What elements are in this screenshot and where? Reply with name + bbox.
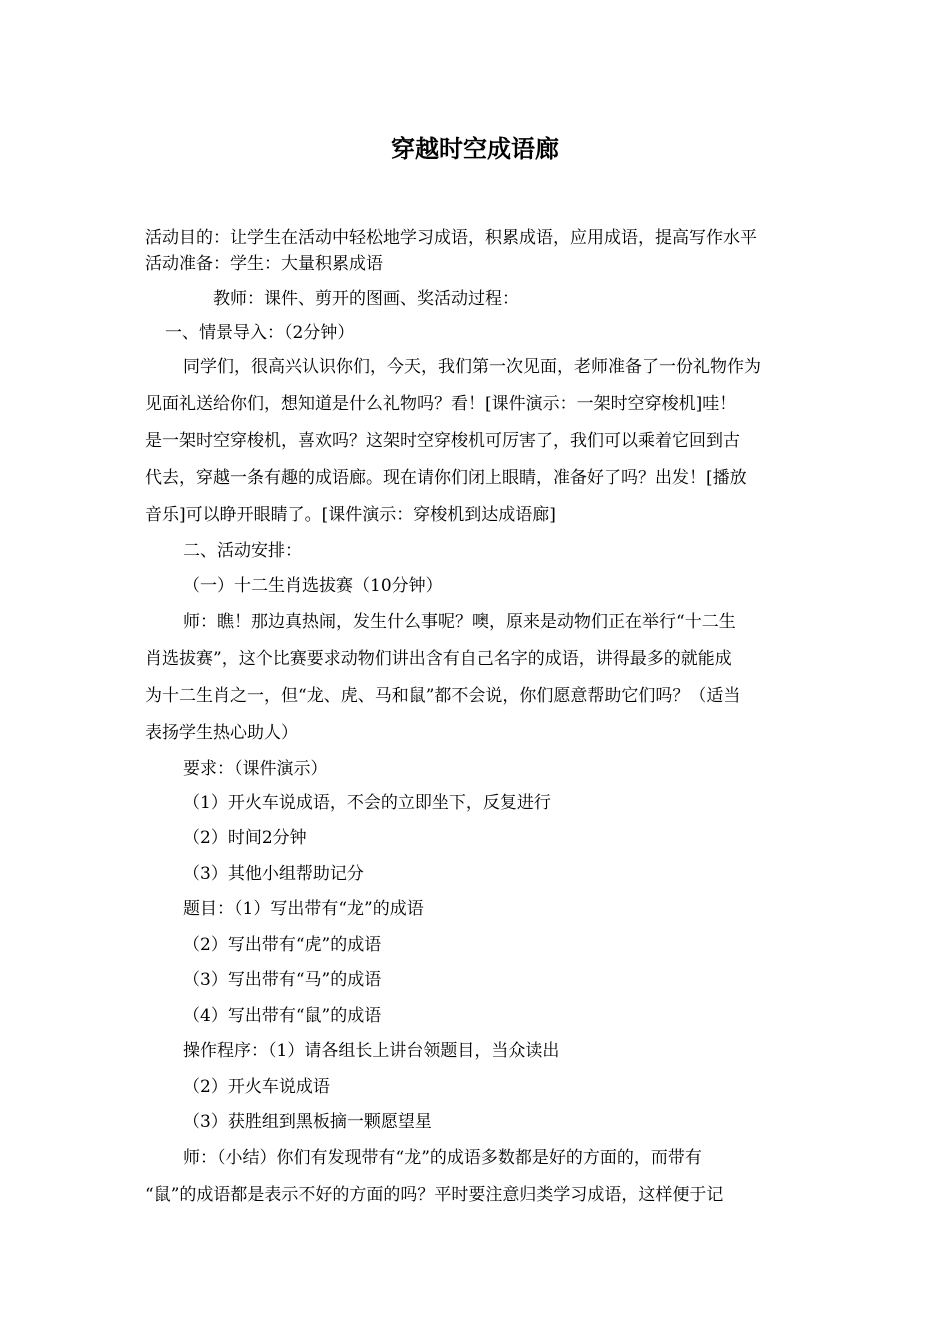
section-heading: 一、情景导入：（2分钟） bbox=[165, 323, 355, 343]
paragraph-line: 肖选拔赛”，这个比赛要求动物们讲出含有自己名字的成语，讲得最多的就能成 bbox=[145, 649, 732, 669]
document-title: 穿越时空成语廊 bbox=[391, 134, 559, 163]
list-item: （1）开火车说成语，不会的立即坐下，反复进行 bbox=[183, 793, 551, 813]
list-item: （3）获胜组到黑板摘一颗愿望星 bbox=[183, 1112, 432, 1132]
paragraph-line: 活动准备：学生：大量积累成语 bbox=[145, 254, 383, 274]
paragraph-line: “鼠”的成语都是表示不好的方面的吗？平时要注意归类学习成语，这样便于记 bbox=[145, 1185, 724, 1205]
paragraph-line: 活动目的：让学生在活动中轻松地学习成语，积累成语，应用成语，提高写作水平 bbox=[145, 228, 757, 248]
paragraph-line: 师：（小结）你们有发现带有“龙”的成语多数都是好的方面的，而带有 bbox=[183, 1148, 702, 1168]
paragraph-line: 操作程序：（1）请各组长上讲台领题目，当众读出 bbox=[183, 1041, 560, 1061]
paragraph-line: 师：瞧！那边真热闹，发生什么事呢？噢，原来是动物们正在举行“十二生 bbox=[183, 612, 736, 632]
paragraph-line: 见面礼送给你们，想知道是什么礼物吗？看！[课件演示：一架时空穿梭机]哇！ bbox=[145, 394, 737, 414]
paragraph-line: 表扬学生热心助人） bbox=[145, 723, 298, 743]
paragraph-line: 教师：课件、剪开的图画、奖活动过程： bbox=[213, 289, 519, 309]
paragraph-line: 题目：（1）写出带有“龙”的成语 bbox=[183, 899, 424, 919]
subsection-heading: （一）十二生肖选拔赛（10分钟） bbox=[183, 576, 443, 596]
paragraph-line: 要求：（课件演示） bbox=[183, 759, 328, 779]
list-item: （2）写出带有“虎”的成语 bbox=[183, 935, 382, 955]
section-heading: 二、活动安排： bbox=[183, 541, 302, 561]
paragraph-line: 是一架时空穿梭机，喜欢吗？这架时空穿梭机可厉害了，我们可以乘着它回到古 bbox=[145, 431, 740, 451]
paragraph-line: 同学们，很高兴认识你们，今天，我们第一次见面，老师准备了一份礼物作为 bbox=[183, 357, 761, 377]
list-item: （2）开火车说成语 bbox=[183, 1077, 330, 1097]
list-item: （3）写出带有“马”的成语 bbox=[183, 970, 382, 990]
paragraph-line: 音乐]可以睁开眼睛了。[课件演示：穿梭机到达成语廊] bbox=[145, 505, 556, 525]
list-item: （4）写出带有“鼠”的成语 bbox=[183, 1006, 382, 1026]
list-item: （2）时间2分钟 bbox=[183, 828, 307, 848]
paragraph-line: 为十二生肖之一，但“龙、虎、马和鼠”都不会说，你们愿意帮助它们吗？（适当 bbox=[145, 686, 741, 706]
list-item: （3）其他小组帮助记分 bbox=[183, 864, 364, 884]
paragraph-line: 代去，穿越一条有趣的成语廊。现在请你们闭上眼睛，准备好了吗？出发！[播放 bbox=[145, 468, 747, 488]
